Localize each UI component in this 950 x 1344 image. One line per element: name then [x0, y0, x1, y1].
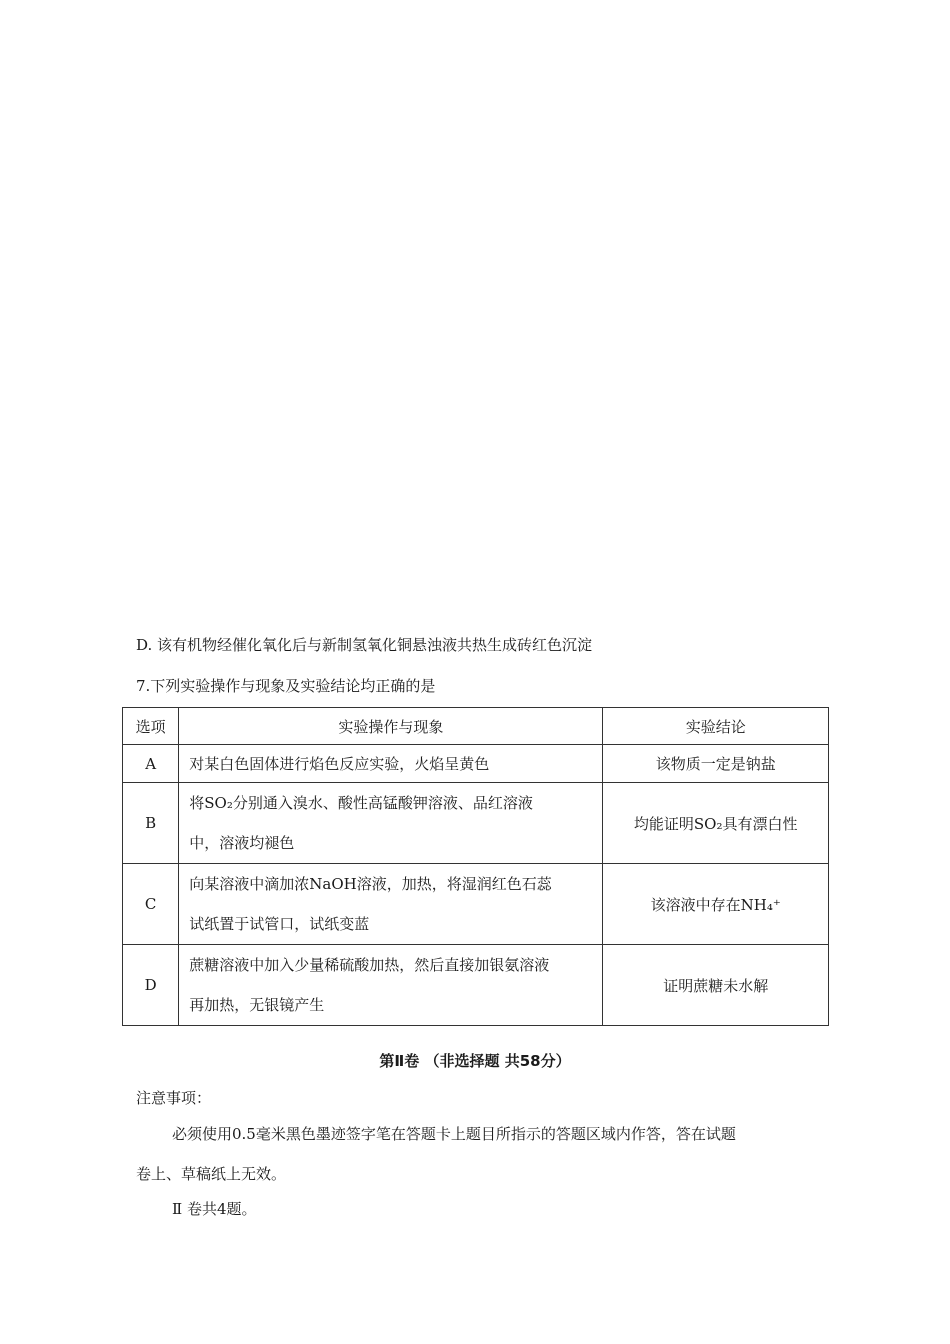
operation-line: 向某溶液中滴加浓NaOH溶液，加热，将湿润红色石蕊: [189, 875, 552, 893]
row-option: A: [123, 745, 179, 783]
table-header-row: [123, 708, 829, 745]
operation-line: 将SO₂分别通入溴水、酸性高锰酸钾溶液、品红溶液: [189, 794, 533, 812]
row-conclusion: 证明蔗糖未水解: [603, 945, 829, 1026]
notice-title: 注意事项：: [136, 1089, 212, 1107]
notice-line: 卷上、草稿纸上无效。: [136, 1165, 287, 1183]
table-row: [123, 864, 829, 945]
row-operation: [179, 783, 603, 864]
operation-line: 蔗糖溶液中加入少量稀硫酸加热，然后直接加银氨溶液: [189, 956, 550, 974]
operation-line: 对某白色固体进行焰色反应实验，火焰呈黄色: [189, 755, 490, 773]
question-7-stem: 7.下列实验操作与现象及实验结论均正确的是: [136, 677, 436, 695]
row-conclusion: 该物质一定是钠盐: [603, 745, 829, 783]
row-operation: [179, 745, 603, 783]
header-conclusion: 实验结论: [603, 708, 829, 745]
row-conclusion: 均能证明SO₂具有漂白性: [603, 783, 829, 864]
operation-line: 试纸置于试管口，试纸变蓝: [189, 915, 370, 933]
table-row: [123, 745, 829, 783]
header-operation: 实验操作与现象: [179, 708, 603, 745]
table-row: [123, 945, 829, 1026]
section-title: 第Ⅱ卷 （非选择题 共58分）: [379, 1052, 571, 1070]
operation-line: 再加热，无银镜产生: [189, 996, 325, 1014]
table-row: [123, 783, 829, 864]
row-conclusion: 该溶液中存在NH₄⁺: [603, 864, 829, 945]
experiment-table: [122, 707, 829, 1026]
row-operation: [179, 864, 603, 945]
option-d-text: D. 该有机物经催化氧化后与新制氢氧化铜悬浊液共热生成砖红色沉淀: [136, 636, 593, 654]
notice-line: 必须使用0.5毫米黑色墨迹签字笔在答题卡上题目所指示的答题区域内作答，答在试题: [172, 1125, 736, 1143]
row-option: D: [123, 945, 179, 1026]
operation-line: 中，溶液均褪色: [189, 834, 295, 852]
row-option: C: [123, 864, 179, 945]
notice-line: Ⅱ 卷共4题。: [172, 1200, 257, 1218]
header-option: 选项: [123, 708, 179, 745]
row-option: B: [123, 783, 179, 864]
row-operation: [179, 945, 603, 1026]
